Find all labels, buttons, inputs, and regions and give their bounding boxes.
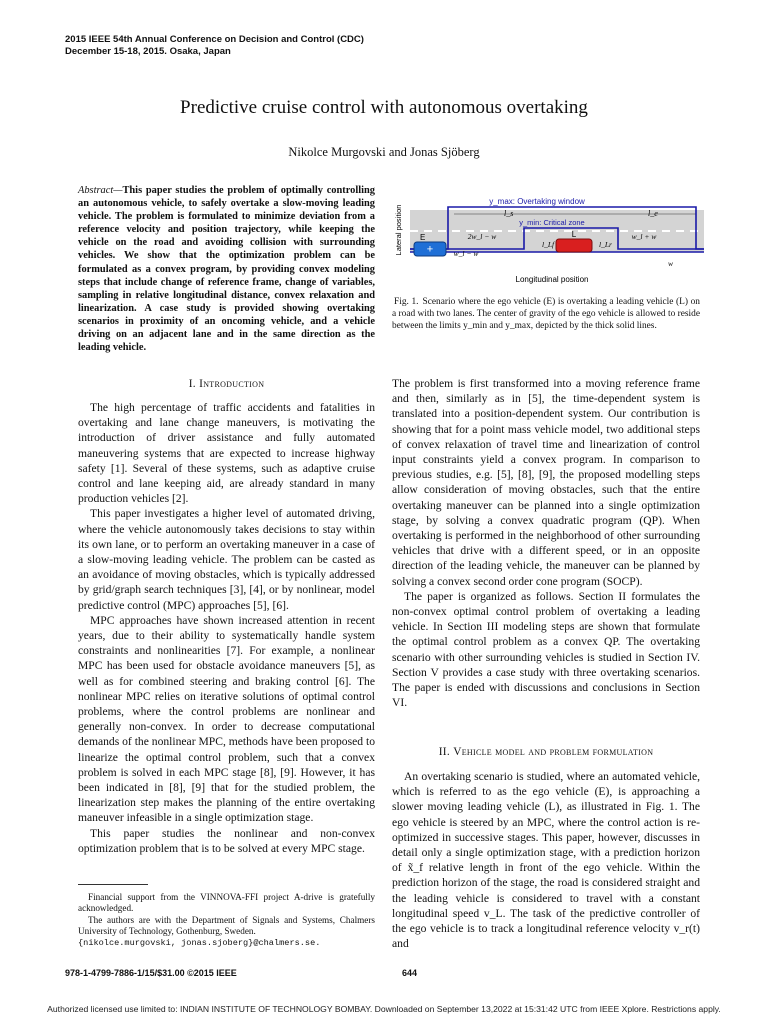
abstract-text: This paper studies the problem of optimally controlling an autonomous vehicle, to safely overtake a slow-moving leading vehicle. The problem is formulated to minimize deviation from a reference velocity and position trajectory, while keeping the vehicle on the road and avoiding collision with surrounding vehicles. We show that the optimization problem can be formulated as a convex program, by providing convex modeling steps that include change of reference frame, change of variables, sampling in relative longitudinal distance, convex relaxation and linearization. A case study is provided showing overtaking scenarios in proximity of an oncoming vehicle, and a vehicle driving on an adjacent lane and in the same direction as the leading vehicle. bbox=[78, 185, 375, 354]
figure-1-diagram bbox=[392, 192, 704, 288]
right-column-body bbox=[392, 376, 700, 710]
conference-dates: December 15-18, 2015. Osaka, Japan bbox=[65, 46, 231, 57]
footnote-affiliation: The authors are with the Department of Signals and Systems, Chalmers University of Technology, Gothenburg, Sweden. bbox=[78, 914, 375, 937]
paragraph: MPC approaches have shown increased attention in recent years, due to their ability to systematically handle system constraints and nonlinearities [7]. For example, a nonlinear MPC has been used for obstacle avoidance maneuvers [5], as well as for combined steering and braking control [6]. The nonlinear MPC relies on iterative solutions of optimal control problems, where the control problems are nonlinear and generally non-convex. In order to decrease computational demands of the nonlinear MPC, methods have been proposed to linearize the optimal control problem, such that a convex problem is solved in each MPC stage [8], [9]. However, it has been indicated in [8], [9] that for the studied problem, the linearization step makes the planning of the entire overtaking maneuver infeasible in a single optimization stage. bbox=[78, 613, 375, 825]
paper-authors: Nikolce Murgovski and Jonas Sjöberg bbox=[288, 145, 480, 159]
lead-vehicle bbox=[556, 239, 592, 252]
paragraph: The problem is first transformed into a moving reference frame and then, similarly as in [5], the time-dependent system is translated into a position-dependent system. Our contribution is showing that for a point mass vehicle model, two additional steps of convex relaxation of travel time and linearization of control input constraints yield a convex program. In comparison to previous studies, e.g. [5], [8], [9], the proposed modelling steps allow consideration of moving obstacles, such that the entire overtaking maneuver can be planned into a single optimization stage, by solving a convex quadratic program (QP). When overtaking is performed in the neighborhood of other surrounding vehicles that drive with a different speed, or in an opposite direction of the leading vehicle, the maneuver can be planned by solving a convex second order cone program (SOCP). bbox=[392, 377, 700, 588]
license-notice: Authorized licensed use limited to: INDIAN INSTITUTE OF TECHNOLOGY BOMBAY. Downloaded on September 13,2022 at 15:31:42 UTC from IEEE Xplore. Restrictions apply. bbox=[47, 1004, 721, 1014]
caption-text: Scenario where the ego vehicle (E) is overtaking a leading vehicle (L) on a road with two lanes. The center of gravity of the ego vehicle is allowed to reside between the limits y_min and y_max, depicted by the thick solid lines. bbox=[392, 297, 700, 332]
ego-label: E bbox=[420, 233, 426, 242]
section-number: II. bbox=[438, 746, 451, 758]
label-lLf: l_Lf bbox=[542, 240, 555, 249]
section-title: Introduction bbox=[199, 378, 265, 390]
paragraph: This paper investigates a higher level of automated driving, where the vehicle autonomously takes decisions to stay within its own lane, or to perform an overtaking maneuver in a case of a slow-moving leading vehicle. The problem can be casted as an avoidance of moving obstacles, which is typically addressed by grid/graph search techniques [3], [4], or by nonlinear, model predictive control (MPC) approaches [5], [6]. bbox=[78, 507, 375, 612]
label-le: l_e bbox=[648, 209, 658, 218]
label-2wl-w: 2w_l − w bbox=[467, 232, 497, 241]
footnote-funding: Financial support from the VINNOVA-FFI project A-drive is gratefully acknowledged. bbox=[78, 892, 375, 914]
paragraph: The high percentage of traffic accidents and fatalities in overtaking and lane change maneuvers, is motivating the introduction of driver assistance and fully automated maneuvering systems that are expected to increase highway safety [1]. Several of these systems, such as adaptive cruise control and lane keeping aid, are already standard in many production vehicles [2]. bbox=[78, 401, 375, 506]
section-heading-intro bbox=[78, 378, 375, 390]
paper-title: Predictive cruise control with autonomous overtaking bbox=[180, 97, 588, 118]
conference-name: 2015 IEEE 54th Annual Conference on Decision and Control (CDC) bbox=[65, 34, 364, 45]
label-wl-minus-w: w_l − w bbox=[453, 249, 479, 258]
lead-label: L bbox=[571, 230, 577, 239]
figure-1-caption bbox=[392, 296, 700, 333]
right-column-model-text bbox=[392, 769, 700, 951]
left-column-body bbox=[78, 400, 375, 856]
footnote-rule bbox=[78, 884, 148, 885]
section-title: Vehicle model and problem formulation bbox=[453, 746, 654, 758]
label-w: w bbox=[668, 259, 674, 268]
label-wl-plus-w: w_l + w bbox=[631, 232, 657, 241]
paragraph: The paper is organized as follows. Section II formulates the non-convex optimal control problem of overtaking a leading vehicle. In Section III modeling steps are shown that formulate the optimal control problem as a convex QP. The overtaking scenario with other surrounding vehicles is studied in Section IV. Section V provides a case study with three overtaking scenarios. The paper is ended with discussions and conclusions in Section VI. bbox=[392, 589, 700, 710]
conference-header bbox=[65, 34, 364, 58]
section-number: I. bbox=[188, 378, 196, 390]
paragraph: This paper studies the nonlinear and non-convex optimization problem that is to be solved at every MPC stage. bbox=[78, 826, 375, 855]
label-ls: l_s bbox=[504, 209, 514, 218]
footnote-emails: {nikolce.murgovski, jonas.sjoberg}@chalmers.se. bbox=[78, 937, 321, 948]
footnotes bbox=[78, 892, 375, 949]
abstract-label: Abstract bbox=[78, 185, 114, 196]
ego-cog-marker: + bbox=[426, 243, 434, 256]
abstract: Abstract—This paper studies the problem of optimally controlling an autonomous vehicle, to safely overtake a slow-moving leading vehicle. The problem is formulated to minimize deviation from a reference velocity and position trajectory, while keeping the vehicle on the road and avoiding collision with surrounding vehicles. We show that the optimization problem can be formulated as a convex program, by providing convex modeling steps that include change of reference frame, change of variables, sampling in relative longitudinal distance, convex relaxation and linearization. A case study is provided showing overtaking scenarios in proximity of an oncoming vehicle, and a vehicle driving on an adjacent lane and in the same direction as the leading vehicle. bbox=[78, 185, 375, 354]
page-number: 644 bbox=[402, 968, 418, 978]
ymax-label: y_max: Overtaking window bbox=[489, 197, 585, 206]
section-heading-model bbox=[392, 746, 700, 758]
label-lLr: l_Lr bbox=[599, 240, 612, 249]
ymin-label: y_min: Critical zone bbox=[519, 218, 585, 227]
isbn-line: 978-1-4799-7886-1/15/$31.00 ©2015 IEEE bbox=[65, 968, 237, 978]
caption-label: Fig. 1. bbox=[394, 297, 419, 307]
x-axis-label: Longitudinal position bbox=[515, 275, 589, 284]
paragraph: An overtaking scenario is studied, where an automated vehicle, which is referred to as the ego vehicle (E), is approaching a slower moving leading vehicle (L), as illustrated in Fig. 1. The ego vehicle is steered by an MPC, where the control action is re-optimized in successive stages. This paper, however, discusses in detail only a single optimization stage, with a prediction horizon of x̃_f relative length in front of the ego vehicle. Within the prediction horizon of the stage, the road is considered straight and the leading vehicle is considered to travel with a constant longitudinal speed v_L. The task of the predictive controller of the ego vehicle is to track a longitudinal reference velocity v_r(t) and bbox=[392, 770, 700, 951]
y-axis-label: Lateral position bbox=[394, 204, 403, 256]
